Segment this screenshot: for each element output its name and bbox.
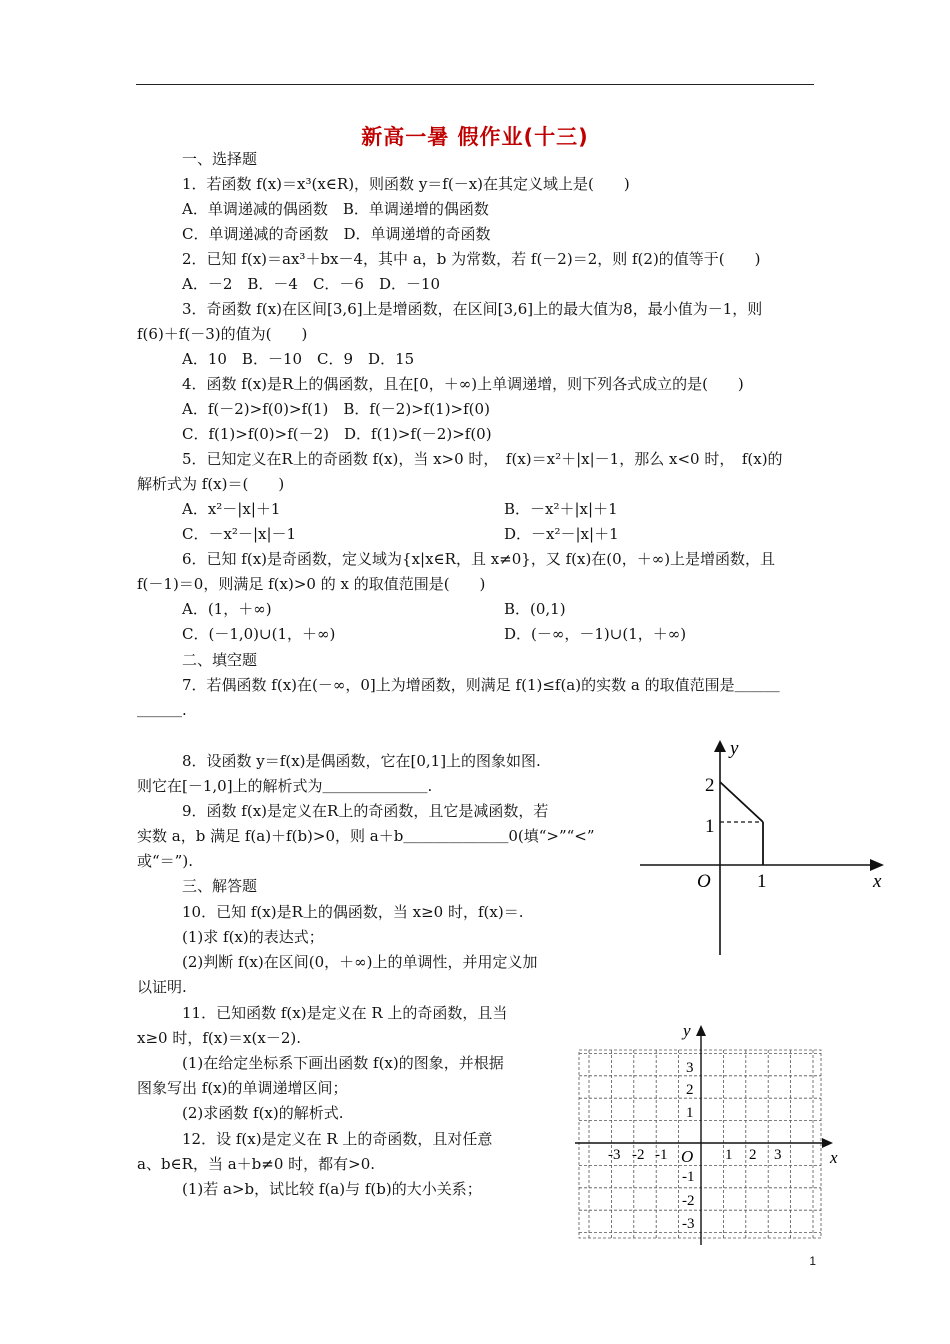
- question-9-line3: 或“＝”).: [137, 852, 193, 870]
- graph-q11-y-tick: -1: [682, 1169, 695, 1185]
- question-4-options-ab: A．f(－2)>f(0)>f(1) B．f(－2)>f(1)>f(0): [182, 400, 490, 418]
- graph-q11-y-tick: 2: [686, 1082, 694, 1098]
- question-5-option-d: D．－x²－|x|＋1: [504, 525, 619, 543]
- question-1: 1．若函数 f(x)＝x³(x∈R)，则函数 y＝f(－x)在其定义域上是( ): [182, 175, 630, 193]
- question-6-option-b: B．(0,1): [504, 600, 566, 618]
- graph-q11-x-tick: -3: [608, 1147, 621, 1163]
- question-12-line3: (1)若 a>b，试比较 f(a)与 f(b)的大小关系；: [182, 1180, 482, 1198]
- question-6-option-d: D．(－∞，－1)∪(1，＋∞): [504, 625, 687, 643]
- page-number: 1: [809, 1254, 816, 1268]
- question-7-line1: 7．若偶函数 f(x)在(－∞，0]上为增函数，则满足 f(1)≤f(a)的实数 a 的取值范围是＿＿＿: [182, 676, 780, 694]
- top-rule: [136, 84, 814, 85]
- graph-q11-x-tick: -2: [632, 1147, 645, 1163]
- graph-q8-origin: O: [697, 871, 711, 892]
- question-11-line2: x≥0 时，f(x)＝x(x－2).: [137, 1029, 301, 1047]
- question-5-option-c: C．－x²－|x|－1: [182, 525, 297, 543]
- graph-q8-tick-1x: 1: [757, 871, 767, 892]
- question-10-line3: (2)判断 f(x)在区间(0，＋∞)上的单调性，并用定义加: [182, 953, 538, 971]
- question-6-line1: 6．已知 f(x)是奇函数，定义域为{x|x∈R，且 x≠0}，又 f(x)在(0，＋∞)上是增函数，且: [182, 550, 776, 568]
- question-5-line1: 5．已知定义在R上的奇函数 f(x)，当 x>0 时， f(x)＝x²＋|x|－1，那么 x<0 时， f(x)的: [182, 450, 783, 468]
- question-11-line1: 11．已知函数 f(x)是定义在 R 上的奇函数，且当: [182, 1004, 508, 1022]
- graph-q8-segment: [720, 782, 763, 822]
- question-3-line2: f(6)＋f(－3)的值为( ): [137, 325, 308, 343]
- graph-q11-y-tick: -2: [682, 1193, 695, 1209]
- question-1-options-ab: A．单调递减的偶函数 B．单调递增的偶函数: [182, 200, 489, 218]
- graph-q8-tick-2: 2: [705, 775, 715, 796]
- graph-q11-x-label: x: [830, 1148, 838, 1167]
- graph-q11-x-tick: 1: [725, 1147, 733, 1163]
- question-5-line2: 解析式为 f(x)＝( ): [137, 475, 285, 493]
- graph-q8-x-arrow: [870, 859, 884, 871]
- question-6-option-c: C．(－1,0)∪(1，＋∞): [182, 625, 336, 643]
- question-3-options: A．10 B．－10 C．9 D．15: [182, 350, 415, 368]
- question-5-option-a: A．x²－|x|＋1: [182, 500, 281, 518]
- question-8-line2: 则它在[－1,0]上的解析式为＿＿＿＿＿＿＿.: [137, 777, 433, 795]
- question-11-line3: (1)在给定坐标系下画出函数 f(x)的图象，并根据: [182, 1054, 504, 1072]
- question-4: 4．函数 f(x)是R上的偶函数，且在[0，＋∞)上单调递增，则下列各式成立的是( ): [182, 375, 744, 393]
- question-9-line2: 实数 a，b 满足 f(a)＋f(b)>0，则 a＋b＿＿＿＿＿＿＿0(填“>”“<”: [137, 827, 595, 845]
- question-10-line1: 10．已知 f(x)是R上的偶函数，当 x≥0 时，f(x)＝.: [182, 903, 524, 921]
- graph-q8-tick-1y: 1: [705, 816, 715, 837]
- graph-q11-grid: [570, 1015, 850, 1250]
- graph-q11-x-arrow: [822, 1138, 833, 1148]
- graph-q11-y-tick: 1: [686, 1105, 694, 1121]
- question-1-options-cd: C．单调递减的奇函数 D．单调递增的奇函数: [182, 225, 491, 243]
- graph-q8: [630, 730, 900, 960]
- question-3-line1: 3．奇函数 f(x)在区间[3,6]上是增函数，在区间[3,6]上的最大值为8，最小值为－1，则: [182, 300, 763, 318]
- graph-q11-y-label: y: [683, 1021, 691, 1040]
- question-5-option-b: B．－x²＋|x|＋1: [504, 500, 618, 518]
- question-10-line2: (1)求 f(x)的表达式；: [182, 928, 324, 946]
- graph-q11-y-tick: -3: [682, 1216, 695, 1232]
- question-10-line4: 以证明.: [137, 978, 187, 996]
- question-12-line2: a、b∈R，当 a＋b≠0 时，都有>0.: [137, 1155, 376, 1173]
- question-12-line1: 12．设 f(x)是定义在 R 上的奇函数，且对任意: [182, 1130, 493, 1148]
- question-7-line2: ＿＿＿.: [137, 701, 187, 719]
- graph-q11-x-tick: 3: [774, 1147, 782, 1163]
- question-8-line1: 8．设函数 y＝f(x)是偶函数，它在[0,1]上的图象如图.: [182, 752, 541, 770]
- graph-q11-x-tick: -1: [655, 1147, 668, 1163]
- question-6-line2: f(－1)＝0，则满足 f(x)>0 的 x 的取值范围是( ): [137, 575, 486, 593]
- graph-q11-y-arrow: [696, 1025, 706, 1036]
- graph-q11-origin: O: [681, 1147, 694, 1166]
- graph-q8-y-label: y: [730, 738, 739, 759]
- graph-q8-x-label: x: [873, 871, 882, 892]
- question-6-option-a: A．(1，＋∞): [182, 600, 272, 618]
- graph-q11-x-tick: 2: [749, 1147, 757, 1163]
- question-2-options: A．－2 B．－4 C．－6 D．－10: [182, 275, 441, 293]
- graph-q11-y-tick: 3: [686, 1060, 694, 1076]
- question-11-line5: (2)求函数 f(x)的解析式.: [182, 1104, 344, 1122]
- question-2: 2．已知 f(x)＝ax³＋bx－4，其中 a，b 为常数，若 f(－2)＝2，则 f(2)的值等于( ): [182, 250, 761, 268]
- graph-q8-y-arrow: [714, 740, 726, 752]
- question-9-line1: 9．函数 f(x)是定义在R上的奇函数，且它是减函数，若: [182, 802, 549, 820]
- page-title: 新高一暑 假作业(十三): [361, 125, 589, 149]
- question-11-line4: 图象写出 f(x)的单调递增区间；: [137, 1079, 348, 1097]
- section-heading-fill: 二、填空题: [182, 651, 258, 669]
- question-4-options-cd: C．f(1)>f(0)>f(－2) D．f(1)>f(－2)>f(0): [182, 425, 492, 443]
- section-heading-choice: 一、选择题: [182, 150, 258, 168]
- section-heading-solve: 三、解答题: [182, 877, 258, 895]
